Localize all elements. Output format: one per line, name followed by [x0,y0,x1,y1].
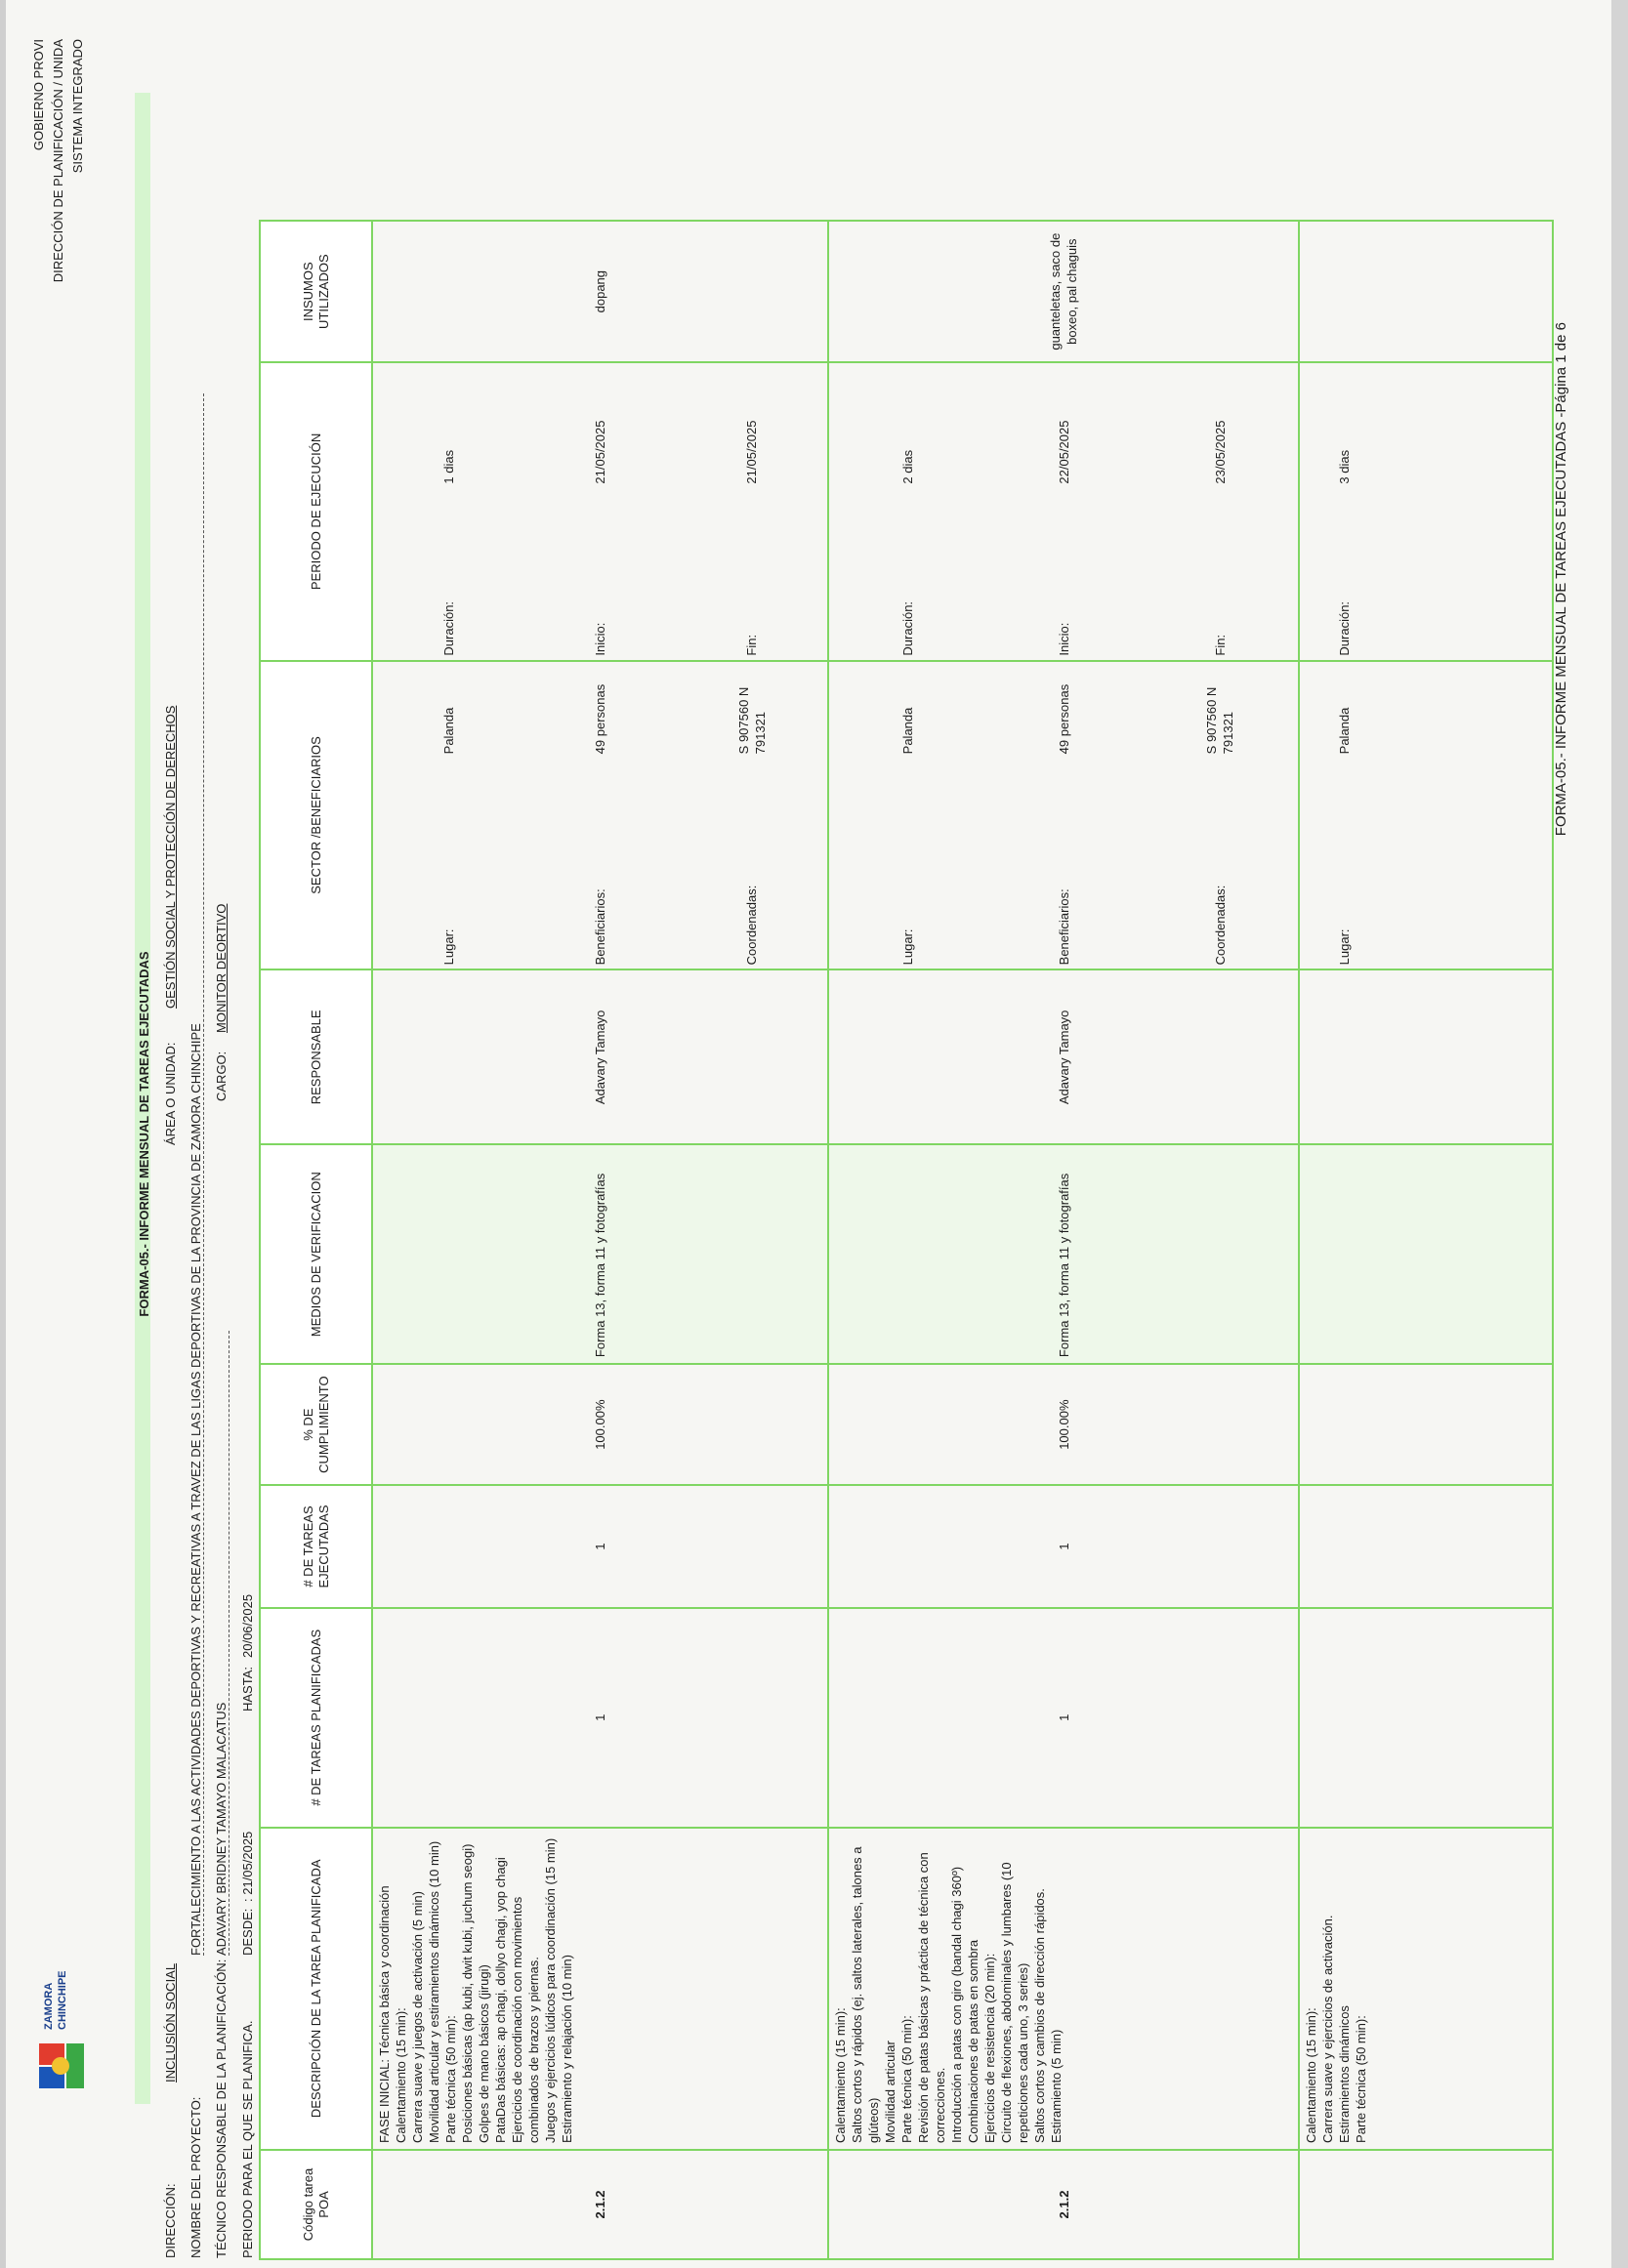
row1-medios: Forma 13, forma 11 y fotografías [372,1144,828,1364]
row2-sector [828,661,1299,970]
row2-lugar-label: Lugar: [899,928,915,966]
row1-inicio-label: Inicio: [593,622,607,656]
direccion-value: INCLUSIÓN SOCIAL [163,1962,178,2082]
desde-value: : 21/05/2025 [240,1831,255,1902]
tecnico-value: ADAVARY BRIDNEY TAMAYO MALACATUS [214,1331,230,1956]
header-periodo: PERIODO DE EJECUCIÓN [260,362,372,660]
row2-fin-label: Fin: [1212,634,1228,656]
proyecto-value: FORTALECIMIENTO A LAS ACTIVIDADES DEPORTIVAS Y RECREATIVAS A TRAVEZ DE LAS LIGAS DEPORTIVAS DE LA PROVINCIA DE ZAMORA CHINCHIPE [188,393,204,1956]
tecnico-label: TÉCNICO RESPONSABLE DE LA PLANIFICACIÓN: [214,1959,229,2258]
row3-duracion-label: Duración: [1336,600,1352,656]
desde-label: DESDE: [240,1908,255,1956]
crest-icon [33,2034,92,2092]
row3-codigo [1299,2150,1553,2259]
row1-lugar-label: Lugar: [441,928,456,966]
row1-coordenadas-value: S 907560 N 791321 [735,686,768,755]
header-responsable: RESPONSABLE [260,969,372,1144]
row1-coordenadas-label: Coordenadas: [744,885,759,966]
hasta-value: 20/06/2025 [240,1593,255,1658]
row3-insumos [1299,221,1553,362]
row3-medios [1299,1144,1553,1364]
row1-fin-label: Fin: [744,634,759,656]
row1-periodo [372,362,828,660]
form-title: FORMA-05.- INFORME MENSUAL DE TAREAS EJECUTADAS [137,951,151,1317]
gov-header [29,39,88,282]
area-label: ÁREA O UNIDAD: [163,1042,178,1145]
row3-duracion-value: 3 dias [1336,449,1352,484]
row2-ejecutadas: 1 [828,1485,1299,1608]
row2-descripcion: Calentamiento (15 min): Saltos cortos y rápidos (ej. saltos laterales, talones a glúteos) Movilidad articular Parte técnica (50 min): Revisión de patas básicas y práctica de técnica con correcciones. Introducción a patas con giro (bandal chagi 360º) Combinaciones de patas en sombra Ejercicios de resistencia (20 min): Circuito de flexiones, abdominales y lumbares (10 repeticiones cada uno, 3 series) Saltos cortos y cambios de dirección rápidos. Estiramiento (5 min) [828,1828,1299,2150]
row3-descripcion: Calentamiento (15 min): Carrera suave y ejercicios de activación. Estiramientos dinámicos Parte técnica (50 min): [1299,1828,1553,2150]
header-planificadas: # DE TAREAS PLANIFICADAS [260,1608,372,1828]
area-value: GESTIÓN SOCIAL Y PROTECCIÓN DE DERECHOS [163,705,178,1009]
table-row [372,221,828,2259]
row2-periodo [828,362,1299,660]
header-medios: MEDIOS DE VERIFICACION [260,1144,372,1364]
gov-line1: GOBIERNO PROVI [31,39,46,151]
table-header-row [260,221,372,2259]
row3-lugar-value: Palanda [1336,707,1352,755]
row2-inicio-value: 22/05/2025 [1056,420,1071,484]
row3-cumplimiento [1299,1364,1553,1485]
row1-duracion-label: Duración: [441,600,456,656]
scan-edge-bottom [1611,0,1628,2268]
row2-coordenadas-label: Coordenadas: [1212,885,1228,966]
row2-inicio-label: Inicio: [1056,622,1071,656]
row1-sector [372,661,828,970]
scan-edge-top [0,0,6,2268]
row3-ejecutadas [1299,1485,1553,1608]
row2-lugar-value: Palanda [899,707,915,755]
gov-line3: SISTEMA INTEGRADO [70,39,85,174]
header-insumos: INSUMOS UTILIZADOS [260,221,372,362]
row1-insumos: dopang [372,221,828,362]
row2-cumplimiento: 100.00% [828,1364,1299,1485]
logo [21,1956,98,2092]
row1-descripcion: FASE INICIAL: Técnica básica y coordinación Calentamiento (15 min): Carrera suave y juegos de activación (5 min) Movilidad articular y estiramientos dinámicos (10 min) Parte técnica (50 min): Posiciones básicas (ap kubi, dwit kubi, juchum seogi) Golpes de mano básicos (jirugi) PataDas básicas: ap chagi, dollyo chagi, yop chagi Ejercicios de coordinación con movimientos combinados de brazos y piernas. Juegos y ejercicios lúdicos para coordinación (15 min) Estiramiento y relajación (10 min) [372,1828,828,2150]
row1-responsable: Adavary Tamayo [372,969,828,1144]
row2-medios: Forma 13, forma 11 y fotografías [828,1144,1299,1364]
logo-text-zamora: ZAMORA [43,1982,55,2030]
header-cumplimiento: % DE CUMPLIMIENTO [260,1364,372,1485]
cargo-label: CARGO: [214,1051,229,1101]
row1-fin-value: 21/05/2025 [744,420,759,484]
gov-line2: DIRECCIÓN DE PLANIFICACIÓN / UNIDA [51,39,65,283]
logo-text-chinchipe: CHINCHIPE [57,1970,68,2030]
row2-fin-value: 23/05/2025 [1212,420,1228,484]
row2-coordenadas-value: S 907560 N 791321 [1204,686,1235,755]
row2-beneficiarios-label: Beneficiarios: [1056,888,1071,966]
table-row [1299,221,1553,2259]
row3-sector [1299,661,1553,970]
row1-planificadas: 1 [372,1608,828,1828]
header-codigo: Código tarea POA [260,2150,372,2259]
row1-duracion-value: 1 dias [441,449,456,484]
row2-duracion-value: 2 dias [899,449,915,484]
proyecto-label: NOMBRE DEL PROYECTO: [188,2096,203,2258]
row2-codigo: 2.1.2 [828,2150,1299,2259]
row1-inicio-value: 21/05/2025 [593,420,607,484]
row1-beneficiarios-label: Beneficiarios: [593,888,607,966]
row3-lugar-label: Lugar: [1336,928,1352,966]
row1-codigo: 2.1.2 [372,2150,828,2259]
row1-beneficiarios-value: 49 personas [593,683,607,755]
table-row [828,221,1299,2259]
row2-planificadas: 1 [828,1608,1299,1828]
header-ejecutadas: # DE TAREAS EJECUTADAS [260,1485,372,1608]
header-descripcion: DESCRIPCIÓN DE LA TAREA PLANIFICADA [260,1828,372,2150]
row3-responsable [1299,969,1553,1144]
row2-duracion-label: Duración: [899,600,915,656]
cargo-value: MONITOR DEORTIVO [214,903,229,1033]
row2-responsable: Adavary Tamayo [828,969,1299,1144]
periodo-label: PERIODO PARA EL QUE SE PLANIFICA. [240,2020,255,2258]
hasta-label: HASTA: [240,1667,255,1711]
row3-periodo [1299,362,1553,660]
row3-planificadas [1299,1608,1553,1828]
row2-beneficiarios-value: 49 personas [1056,683,1071,755]
row1-cumplimiento: 100.00% [372,1364,828,1485]
row1-lugar-value: Palanda [441,707,456,755]
page-footer: FORMA-05.- INFORME MENSUAL DE TAREAS EJECUTADAS -Página 1 de 6 [1553,322,1569,837]
tasks-table [259,220,1554,2260]
row2-insumos: guanteletas, saco de boxeo, pal chaguis [828,221,1299,362]
direccion-label: DIRECCIÓN: [163,2183,178,2258]
header-sector: SECTOR /BENEFICIARIOS [260,661,372,970]
row1-ejecutadas: 1 [372,1485,828,1608]
